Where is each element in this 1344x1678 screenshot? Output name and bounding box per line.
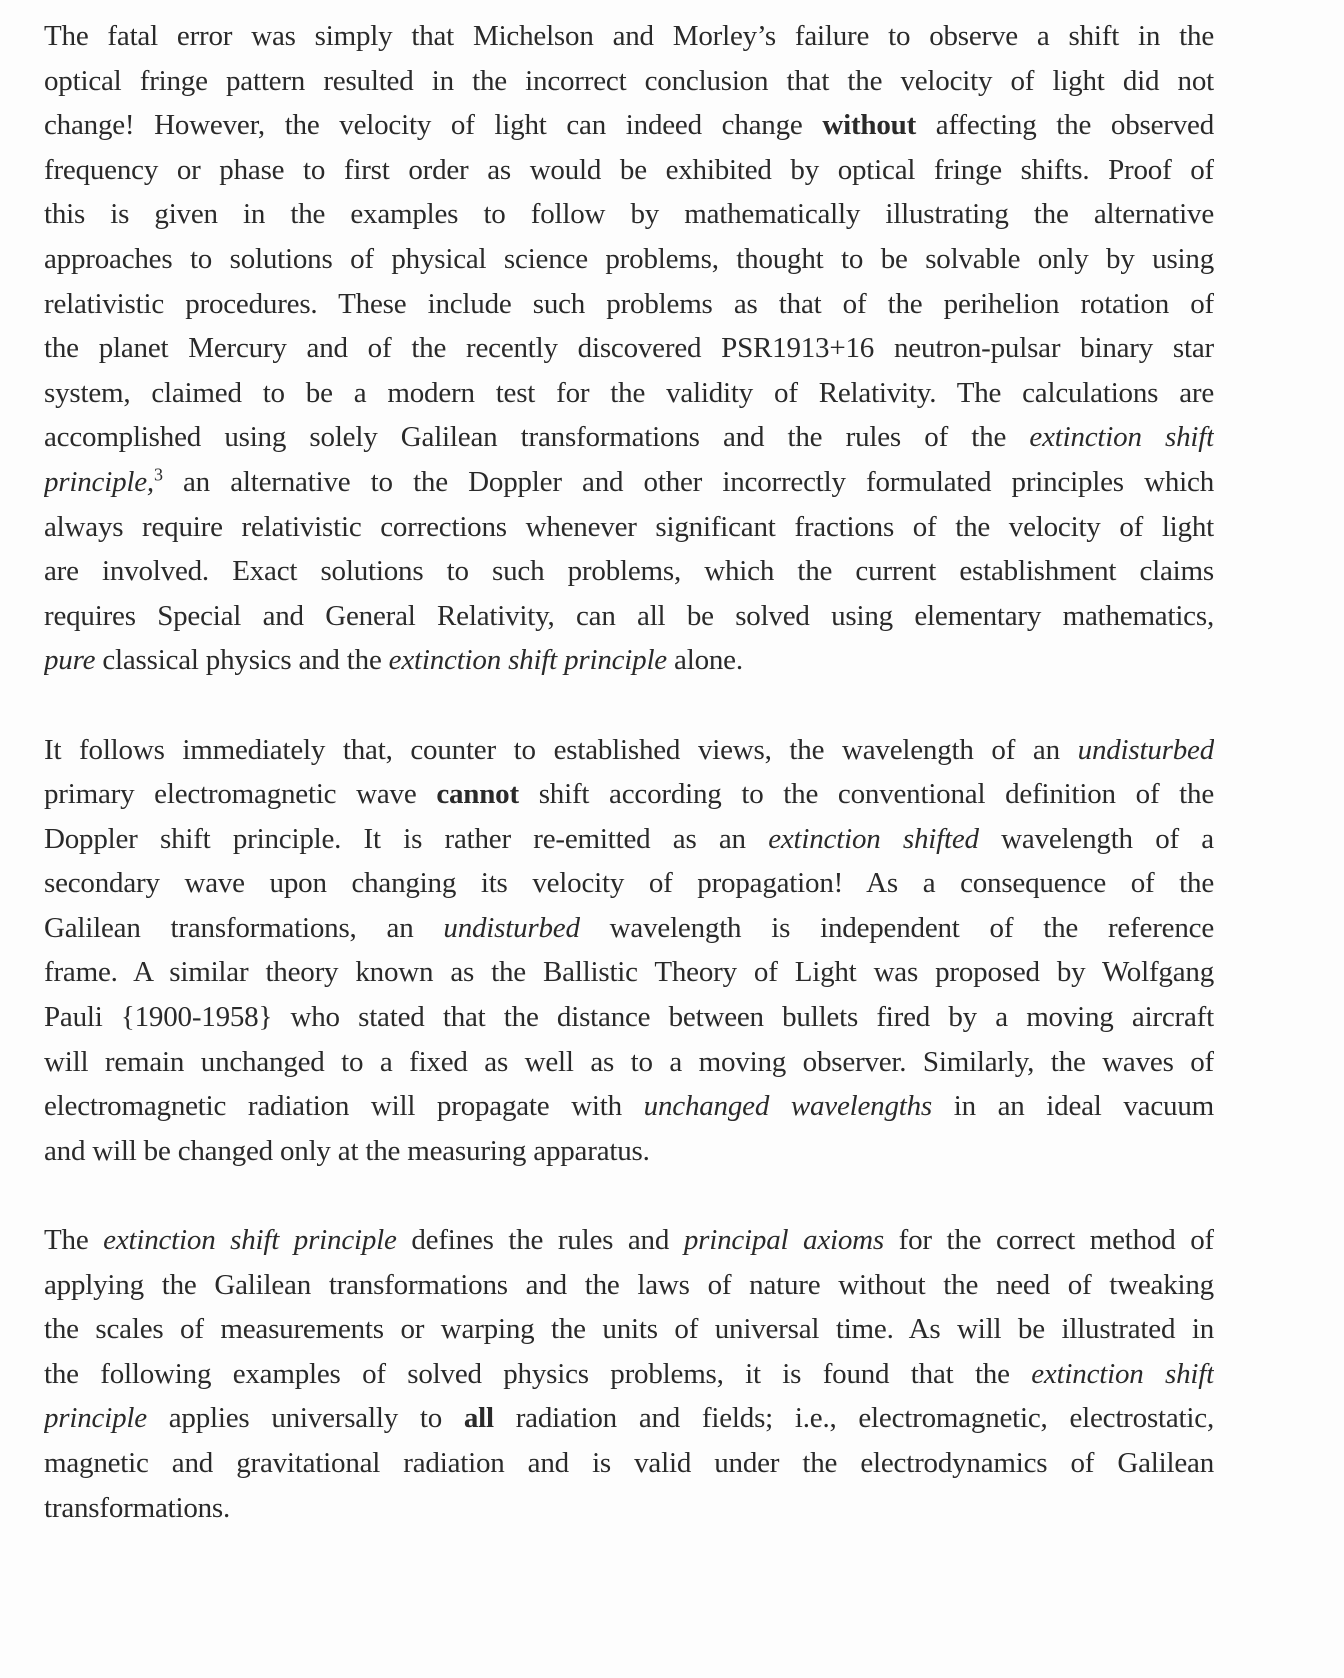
italic-text: pure <box>44 644 96 677</box>
text-segment: Pauli {1900-1958} who stated that the distance between bullets fired by a moving aircraft <box>44 1001 1214 1034</box>
text-segment: defines the rules and <box>396 1224 684 1257</box>
text-segment: primary electromagnetic wave <box>44 778 437 811</box>
paragraph-3 <box>44 1218 1214 1530</box>
text-segment: wavelength is independent of the reference <box>579 911 1214 944</box>
text-line <box>44 1396 1214 1441</box>
italic-text: undisturbed <box>443 911 580 944</box>
text-segment: relativistic procedures. These include such problems as that of the perihelion rotation of <box>44 287 1214 320</box>
text-segment: system, claimed to be a modern test for the validity of Relativity. The calculations are <box>44 376 1214 409</box>
text-line <box>44 148 1214 193</box>
text-segment: in an ideal vacuum <box>932 1090 1214 1123</box>
text-line <box>44 460 1214 505</box>
text-segment: radiation and fields; i.e., electromagnetic, electrostatic, <box>493 1402 1214 1435</box>
text-segment: are involved. Exact solutions to such problems, which the current establishment claims <box>44 555 1214 588</box>
text-line <box>44 505 1214 550</box>
text-segment: alone. <box>666 644 743 677</box>
text-line <box>44 638 1214 683</box>
bold-text: cannot <box>436 778 519 811</box>
text-segment: the scales of measurements or warping the units of universal time. As will be illustrated in <box>44 1313 1214 1346</box>
text-segment: secondary wave upon changing its velocity of propagation! As a consequence of the <box>44 867 1214 900</box>
text-line <box>44 1441 1214 1486</box>
paragraph-2 <box>44 728 1214 1174</box>
text-segment: It follows immediately that, counter to established views, the wavelength of an <box>44 733 1078 766</box>
text-line <box>44 415 1214 460</box>
text-segment: accomplished using solely Galilean transformations and the rules of the <box>44 421 1030 454</box>
footnote-reference: 3 <box>153 464 163 485</box>
text-segment: the following examples of solved physics problems, it is found that the <box>44 1357 1032 1390</box>
text-line <box>44 772 1214 817</box>
text-segment: The <box>44 1224 104 1257</box>
text-segment: frame. A similar theory known as the Ballistic Theory of Light was proposed by Wolfgang <box>44 956 1214 989</box>
text-segment: The fatal error was simply that Michelson and Morley’s failure to observe a shift in the <box>44 20 1214 52</box>
text-line <box>44 237 1214 282</box>
text-segment: wavelength of a <box>978 822 1214 855</box>
italic-text: undisturbed <box>1077 733 1214 766</box>
text-line <box>44 1040 1214 1085</box>
bold-text: all <box>463 1402 494 1435</box>
text-segment: affecting the observed <box>916 109 1214 142</box>
text-segment: frequency or phase to first order as would be exhibited by optical fringe shifts. Proof of <box>44 153 1214 186</box>
text-line <box>44 1486 1214 1531</box>
text-segment: magnetic and gravitational radiation and is valid under the electrodynamics of Galilean <box>44 1447 1214 1479</box>
text-line <box>44 594 1214 639</box>
italic-text: principal axioms <box>683 1224 884 1257</box>
text-line <box>44 1307 1214 1352</box>
text-line <box>44 192 1214 237</box>
text-segment: shift according to the conventional definition of the <box>518 778 1214 811</box>
text-segment: applies universally to <box>146 1402 464 1435</box>
italic-text: extinction shift principle <box>103 1224 397 1257</box>
italic-text: extinction shift principle <box>388 644 667 677</box>
text-segment: change! However, the velocity of light can indeed change <box>44 109 823 142</box>
text-segment: will remain unchanged to a fixed as well as to a moving observer. Similarly, the waves of <box>44 1045 1214 1078</box>
italic-text: extinction shifted <box>768 822 979 855</box>
text-line <box>44 1129 1214 1174</box>
text-segment: the planet Mercury and of the recently discovered PSR1913+16 neutron-pulsar binary star <box>44 332 1214 365</box>
text-line <box>44 282 1214 327</box>
text-line <box>44 728 1214 773</box>
text-line <box>44 103 1214 148</box>
text-segment: always require relativistic corrections whenever significant fractions of the velocity of light <box>44 510 1214 543</box>
italic-text: extinction shift <box>1031 1357 1214 1390</box>
text-segment: electromagnetic radiation will propagate with <box>44 1090 644 1123</box>
text-line <box>44 861 1214 906</box>
text-segment: classical physics and the <box>95 644 389 677</box>
text-line <box>44 1263 1214 1308</box>
text-line <box>44 1352 1214 1397</box>
text-line <box>44 906 1214 951</box>
text-segment: Galilean transformations, an <box>44 911 444 944</box>
text-line <box>44 817 1214 862</box>
italic-text: unchanged wavelengths <box>643 1090 932 1123</box>
text-line <box>44 549 1214 594</box>
text-segment: this is given in the examples to follow by mathematically illustrating the alternative <box>44 198 1214 231</box>
text-segment: approaches to solutions of physical science problems, thought to be solvable only by using <box>44 242 1214 275</box>
text-segment: transformations. <box>44 1491 231 1524</box>
document-page <box>44 14 1214 1575</box>
text-segment: for the correct method of <box>883 1224 1214 1257</box>
text-line <box>44 1084 1214 1129</box>
text-line <box>44 995 1214 1040</box>
text-segment: applying the Galilean transformations and the laws of nature without the need of tweaking <box>44 1268 1214 1301</box>
text-line <box>44 326 1214 371</box>
bold-text: without <box>822 109 917 142</box>
text-line <box>44 1218 1214 1263</box>
text-segment: and will be changed only at the measuring apparatus. <box>44 1134 650 1167</box>
text-segment: Doppler shift principle. It is rather re-emitted as an <box>44 822 769 855</box>
text-segment: an alternative to the Doppler and other incorrectly formulated principles which <box>162 465 1214 498</box>
text-line <box>44 59 1214 104</box>
text-line <box>44 371 1214 416</box>
text-line <box>44 950 1214 995</box>
italic-text: principle <box>44 1402 147 1435</box>
text-segment: requires Special and General Relativity, can all be solved using elementary mathematics, <box>44 599 1214 632</box>
text-segment: optical fringe pattern resulted in the incorrect conclusion that the velocity of light did not <box>44 64 1214 97</box>
italic-text: extinction shift <box>1029 421 1214 454</box>
paragraph-1 <box>44 14 1214 683</box>
italic-text: principle, <box>44 465 154 498</box>
text-line <box>44 14 1214 59</box>
